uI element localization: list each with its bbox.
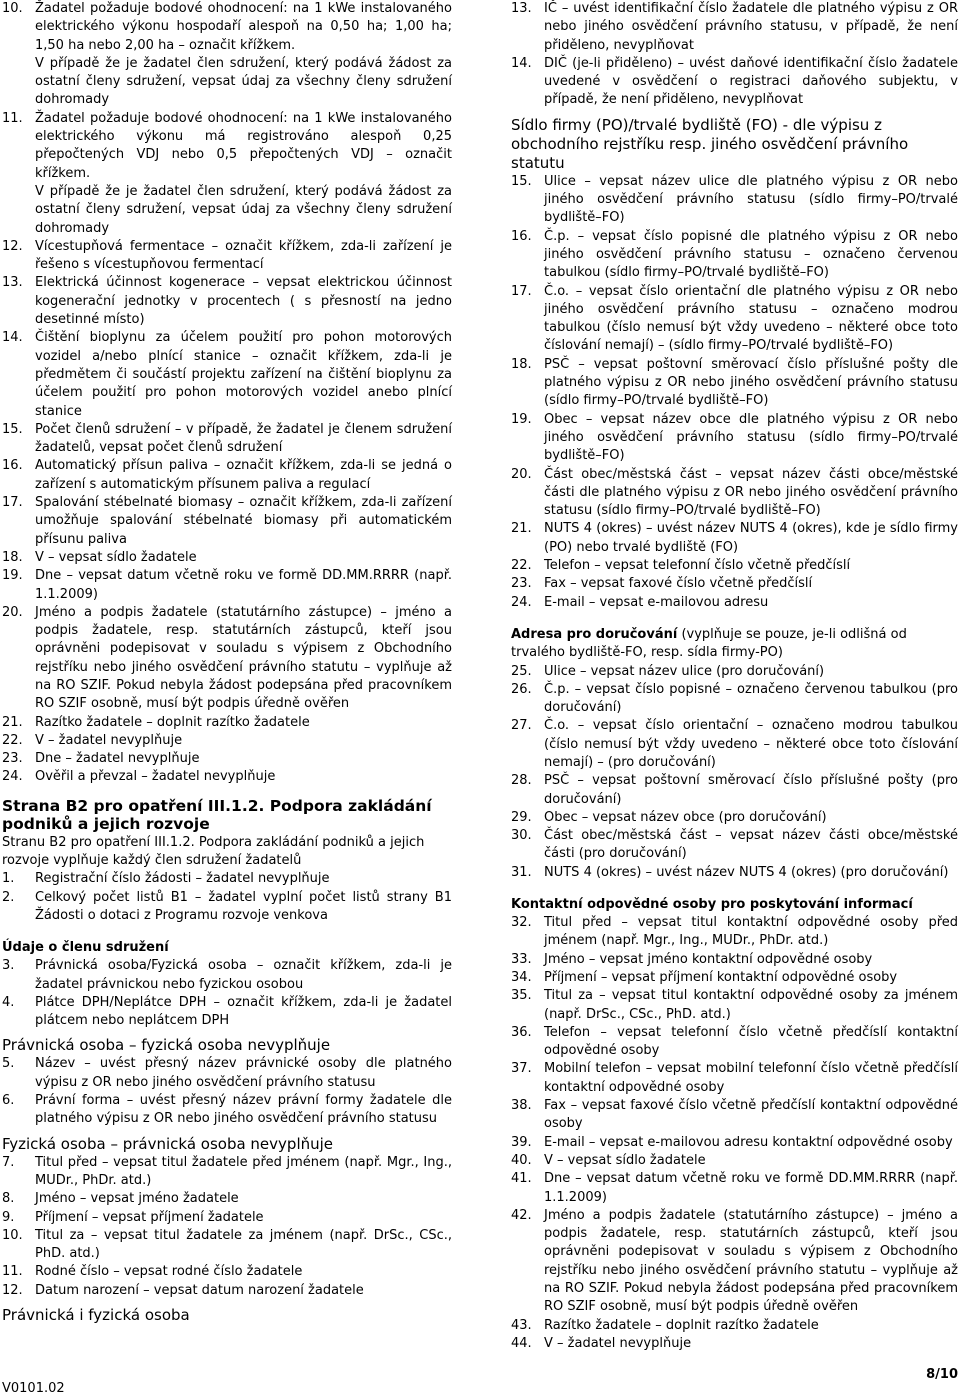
item-number: 1.	[2, 871, 15, 887]
item-text: Fax – vepsat faxové číslo včetně předčíslí	[544, 576, 813, 592]
item-text: Dne – vepsat datum včetně roku ve formě DD.MM.RRRR (např. 1.1.2009)	[35, 568, 452, 602]
item-text: Jméno – vepsat jméno kontaktní odpovědné osoby	[544, 951, 873, 967]
item-text: Ulice – vepsat název ulice dle platného výpisu z OR nebo jiného osvědčení právního statusu (sídlo firmy–PO/trvalé bydliště–FO)	[544, 173, 958, 226]
item-text: Obec – vepsat název obce dle platného výpisu z OR nebo jiného osvědčení právního statusu (sídlo firmy–PO/trvalé bydliště–FO)	[544, 411, 958, 464]
item-text: Jméno – vepsat jméno žadatele	[35, 1191, 239, 1207]
item-number: 19.	[2, 568, 23, 584]
item-text: Telefon – vepsat telefonní číslo včetně předčíslí kontaktní odpovědné osoby	[544, 1024, 958, 1059]
right-instruction-list-c	[511, 663, 958, 883]
instruction-item	[2, 274, 452, 329]
item-number: 18.	[511, 356, 532, 372]
item-number: 24.	[2, 769, 23, 785]
instruction-item	[2, 494, 452, 549]
item-text: Titul za – vepsat titul kontaktní odpovědné osoby za jménem (např. DrSc., CSc., PhD. atd.)	[544, 988, 958, 1022]
item-text: Č.p. – vepsat číslo popisné dle platného výpisu z OR nebo jiného osvědčení právního statusu – označeno červenou tabulkou (sídlo firmy–PO/trvalé bydliště–FO)	[544, 228, 958, 281]
instruction-item	[511, 1207, 958, 1317]
item-number: 12.	[2, 1282, 23, 1298]
item-number: 41.	[511, 1171, 532, 1187]
instruction-item	[2, 1055, 452, 1092]
instruction-item	[511, 1097, 958, 1134]
item-number: 15.	[2, 421, 23, 437]
item-text: Č.p. – vepsat číslo popisné – označeno červenou tabulkou (pro doručování)	[544, 681, 958, 716]
instruction-item	[511, 173, 958, 228]
item-text: Registrační číslo žádosti – žadatel nevyplňuje	[35, 871, 330, 887]
item-number: 2.	[2, 889, 15, 905]
item-text: Spalování stébelnaté biomasy – označit křížkem, zda-li zařízení umožňuje spalování stébelnaté biomasy při automatickém přísunu paliva	[35, 495, 452, 547]
item-number: 6.	[2, 1093, 15, 1109]
item-text: PSČ – vepsat poštovní směrovací číslo příslušné pošty (pro doručování)	[544, 773, 958, 807]
item-number: 14.	[2, 330, 23, 346]
item-text: PSČ – vepsat poštovní směrovací číslo příslušné pošty dle platného výpisu z OR nebo jiného osvědčení právního statusu (sídlo firmy–PO/trvalé bydliště–FO)	[544, 356, 958, 409]
left-instruction-list-d	[2, 1055, 452, 1128]
instruction-item	[2, 567, 452, 604]
instruction-item	[2, 994, 452, 1031]
strana-b2-intro: Stranu B2 pro opatření III.1.2. Podpora zakládání podniků a jejich rozvoje vyplňuje každý člen sdružení žadatelů	[2, 834, 425, 869]
right-column	[511, 0, 958, 1353]
left-column	[2, 0, 452, 1325]
item-text: NUTS 4 (okres) – uvést název NUTS 4 (okres) (pro doručování)	[544, 864, 949, 880]
item-number: 44.	[511, 1335, 532, 1351]
instruction-item	[511, 557, 958, 575]
item-text: Titul za – vepsat titul žadatele za jménem (např. DrSc., CSc., PhD. atd.)	[35, 1227, 452, 1262]
section-heading-fyzicka-osoba: Fyzická osoba – právnická osoba nevyplňuje	[2, 1134, 334, 1153]
item-number: 40.	[511, 1152, 532, 1168]
instruction-item	[511, 55, 958, 110]
instruction-item	[511, 864, 958, 882]
item-number: 31.	[511, 864, 532, 880]
adresa-bold-label: Adresa pro doručování	[511, 626, 678, 642]
instruction-item	[511, 466, 958, 521]
instruction-item	[511, 283, 958, 356]
item-text: V případě že je žadatel člen sdružení, který podává žádost za ostatní členy sdružení, vepsat údaj za všechny členy sdružení dohromady	[35, 55, 452, 108]
item-text: Plátce DPH/Neplátce DPH – označit křížkem, zda-li je žadatel plátcem nebo neplátcem DPH	[35, 994, 452, 1029]
item-text: Počet členů sdružení – v případě, že žadatel je členem sdružení žadatelů, vepsat počet členů sdružení	[35, 421, 452, 456]
item-number: 32.	[511, 915, 532, 931]
item-number: 21.	[2, 714, 23, 730]
item-number: 42.	[511, 1207, 532, 1223]
right-instruction-list-b	[511, 173, 958, 612]
instruction-item	[511, 0, 958, 55]
item-text: DIČ (je-li přiděleno) – uvést daňové identifikační číslo žadatele uvedené v osvědčení o registraci daňového subjektu, v případě, že není přiděleno, nevyplňovat	[544, 55, 958, 108]
item-number: 37.	[511, 1061, 532, 1077]
instruction-item	[2, 604, 452, 714]
item-text: Ulice – vepsat název ulice (pro doručování)	[544, 663, 825, 679]
item-number: 16.	[2, 458, 23, 474]
item-text: Jméno a podpis žadatele (statutárního zástupce) – jméno a podpis žadatele, resp. statutárních zástupců, kteří jsou oprávněni podepisovat v souladu s výpisem z Obchodního rejstříku nebo jiného osvědčení právního statutu – vyplňuje až na RO SZIF. Pokud nebyla žádost podepsána před pracovníkem RO SZIF osobně, musí být podpis úředně ověřen	[544, 1207, 958, 1315]
item-text: Fax – vepsat faxové číslo včetně předčíslí kontaktní odpovědné osoby	[544, 1098, 958, 1132]
item-text: Jméno a podpis žadatele (statutárního zástupce) – jméno a podpis žadatele, resp. statutárních zástupců, kteří jsou oprávněni podepisovat v souladu s výpisem z Obchodního rejstříku nebo jiného osvědčení právního statutu – vyplňuje až na RO SZIF. Pokud nebyla žádost podepsána před pracovníkem RO SZIF osobně, musí být podpis úředně ověřen	[35, 604, 452, 712]
instruction-item	[511, 681, 958, 718]
instruction-item	[511, 987, 958, 1024]
instruction-item	[511, 1024, 958, 1061]
item-text: Část obec/městská část – vepsat název části obce/městské části dle platného výpisu z OR nebo jiného osvědčení právního statusu (sídlo firmy–PO/trvalé bydliště–FO)	[544, 466, 958, 519]
item-text: Razítko žadatele – doplnit razítko žadatele	[544, 1317, 819, 1333]
item-text: Žadatel požaduje bodové ohodnocení: na 1 kWe instalovaného elektrického výkonu hospodaří alespoň na 0,50 ha; 1,00 ha; 1,50 ha nebo 2,00 ha – označit křížkem.	[35, 1, 452, 53]
instruction-item	[2, 889, 452, 926]
item-number: 22.	[511, 558, 532, 574]
item-number: 5.	[2, 1056, 15, 1072]
item-text: Datum narození – vepsat datum narození žadatele	[35, 1282, 364, 1298]
item-number: 11.	[2, 110, 23, 126]
instruction-item	[511, 809, 958, 827]
instruction-item	[511, 914, 958, 951]
item-text: Část obec/městská část – vepsat název části obce/městské části (pro doručování)	[544, 828, 958, 862]
item-text: Čištění bioplynu za účelem použití pro pohon motorových vozidel a/nebo plnící stanice – označit křížkem, zda-li je předmětem či součástí projektu zařízení na čištění bioplynu za účelem použití pro pohon motorových vozidel anebo plnící stanice	[35, 330, 452, 419]
item-text: Právní forma – uvést přesný název právní formy žadatele dle platného výpisu z OR nebo jiného osvědčení právního statusu	[35, 1093, 452, 1127]
item-number: 28.	[511, 773, 532, 789]
instruction-item	[2, 238, 452, 275]
instruction-item	[511, 1152, 958, 1170]
item-text: Rodné číslo – vepsat rodné číslo žadatele	[35, 1264, 303, 1280]
item-text: IČ – uvést identifikační číslo žadatele dle platného výpisu z OR nebo jiného osvědčení právního statusu, v případě, že není přiděleno, nevyplňovat	[544, 1, 958, 53]
item-text: Mobilní telefon – vepsat mobilní telefonní číslo včetně předčíslí kontaktní odpovědné osoby	[544, 1061, 958, 1095]
instruction-item	[2, 1209, 452, 1227]
item-number: 23.	[2, 751, 23, 767]
item-number: 35.	[511, 988, 532, 1004]
instruction-item	[511, 827, 958, 864]
instruction-item	[2, 183, 452, 238]
instruction-item	[511, 1134, 958, 1152]
section-heading-strana-b2: Strana B2 pro opatření III.1.2. Podpora zakládání podniků a jejich rozvoje	[2, 796, 432, 834]
item-number: 29.	[511, 809, 532, 825]
instruction-item	[511, 969, 958, 987]
instruction-item	[511, 356, 958, 411]
item-text: Obec – vepsat název obce (pro doručování)	[544, 809, 827, 825]
item-number: 16.	[511, 228, 532, 244]
item-number: 19.	[511, 411, 532, 427]
item-number: 8.	[2, 1191, 15, 1207]
item-text: Celkový počet listů B1 – žadatel vyplní počet listů strany B1 Žádosti o dotaci z Programu rozvoje venkova	[35, 889, 452, 923]
adresa-note: (vyplňuje se pouze, je-li odlišná od trvalého bydliště-FO, resp. sídla firmy-PO)	[511, 626, 907, 661]
item-text: Razítko žadatele – doplnit razítko žadatele	[35, 714, 310, 730]
item-number: 18.	[2, 549, 23, 565]
instruction-item	[511, 575, 958, 593]
item-text: Telefon – vepsat telefonní číslo včetně předčíslí	[544, 558, 851, 574]
item-text: NUTS 4 (okres) – uvést název NUTS 4 (okres), kde je sídlo firmy (PO) nebo trvalé bydliště (FO)	[544, 521, 958, 555]
instruction-item	[2, 732, 452, 750]
item-number: 21.	[511, 521, 532, 537]
instruction-item	[511, 1170, 958, 1207]
item-number: 25.	[511, 663, 532, 679]
instruction-item	[2, 1282, 452, 1300]
item-number: 43.	[511, 1317, 532, 1333]
item-text: Dne – vepsat datum včetně roku ve formě DD.MM.RRRR (např. 1.1.2009)	[544, 1171, 958, 1205]
item-text: Příjmení – vepsat příjmení kontaktní odpovědné osoby	[544, 969, 898, 985]
item-text: Žadatel požaduje bodové ohodnocení: na 1 kWe instalovaného elektrického výkonu má registrováno alespoň 0,25 přepočtených VDJ nebo 0,5 přepočtených VDJ – označit křížkem.	[35, 110, 452, 181]
left-instruction-list-c	[2, 957, 452, 1030]
instruction-item	[2, 55, 452, 110]
instruction-item	[2, 1190, 452, 1208]
item-number: 20.	[2, 604, 23, 620]
item-number: 23.	[511, 576, 532, 592]
left-instruction-list-b	[2, 870, 452, 925]
page-number: 8/10	[926, 1367, 958, 1382]
instruction-item	[511, 951, 958, 969]
item-number: 26.	[511, 681, 532, 697]
item-number: 10.	[2, 1, 23, 16]
item-number: 22.	[2, 732, 23, 748]
item-number: 17.	[511, 283, 532, 299]
version-label: V0101.02	[2, 1381, 65, 1396]
instruction-item	[2, 1154, 452, 1191]
item-text: Právnická osoba/Fyzická osoba – označit křížkem, zda-li je žadatel právnickou nebo fyzickou osobou	[35, 958, 452, 992]
item-text: Ověřil a převzal – žadatel nevyplňuje	[35, 769, 276, 785]
item-text: Dne – žadatel nevyplňuje	[35, 751, 200, 767]
item-text: V – vepsat sídlo žadatele	[544, 1152, 706, 1168]
item-number: 3.	[2, 958, 15, 974]
instruction-item	[511, 1060, 958, 1097]
instruction-item	[511, 717, 958, 772]
instruction-item	[511, 520, 958, 557]
item-text: Automatický přísun paliva – označit křížkem, zda-li se jedná o zařízení s automatickým přísunem paliva a regulací	[35, 458, 452, 492]
item-text: Titul před – vepsat titul kontaktní odpovědné osoby před jménem (např. Mgr., Ing., MUDr., PhDr. atd.)	[544, 915, 958, 949]
section-heading-pravnicka-osoba: Právnická osoba – fyzická osoba nevyplňuje	[2, 1036, 331, 1055]
instruction-item	[511, 1317, 958, 1335]
instruction-item	[2, 329, 452, 420]
instruction-item	[2, 457, 452, 494]
instruction-item	[2, 110, 452, 183]
item-text: Elektrická účinnost kogenerace – vepsat elektrickou účinnost kogenerační jednotky v procentech ( s přesností na jedno desetinné místo)	[35, 275, 452, 328]
item-number: 14.	[511, 55, 532, 71]
instruction-item	[511, 228, 958, 283]
section-heading-udaje: Údaje o členu sdružení	[2, 940, 169, 956]
item-text: Č.o. – vepsat číslo orientační – označeno modrou tabulkou (číslo nemusí být vždy uvedeno – některé obce toto číslování nemají) – (pro doručování)	[544, 718, 958, 770]
instruction-item	[2, 549, 452, 567]
section-heading-sidlo: Sídlo firmy (PO)/trvalé bydliště (FO) - dle výpisu z obchodního rejstříku resp. jiného osvědčení právního statutu	[511, 115, 909, 172]
left-instruction-list-e	[2, 1154, 452, 1300]
left-instruction-list-a	[2, 0, 452, 787]
item-number: 13.	[2, 275, 23, 291]
item-number: 15.	[511, 173, 532, 189]
instruction-item	[2, 1227, 452, 1264]
right-instruction-list-a	[511, 0, 958, 110]
item-text: V – žadatel nevyplňuje	[35, 732, 183, 748]
instruction-item	[511, 1335, 958, 1353]
item-number: 10.	[2, 1227, 23, 1243]
instruction-item	[2, 421, 452, 458]
item-number: 20.	[511, 466, 532, 482]
instruction-item	[2, 870, 452, 888]
item-number: 12.	[2, 238, 23, 254]
instruction-item	[511, 663, 958, 681]
instruction-item	[2, 957, 452, 994]
item-number: 39.	[511, 1134, 532, 1150]
instruction-item	[2, 1263, 452, 1281]
instruction-item	[2, 768, 452, 786]
item-number: 7.	[2, 1154, 15, 1170]
item-number: 11.	[2, 1264, 23, 1280]
section-heading-kontaktni: Kontaktní odpovědné osoby pro poskytování informací	[511, 897, 913, 913]
right-instruction-list-d	[511, 914, 958, 1353]
item-text: Vícestupňová fermentace – označit křížkem, zda-li zařízení je řešeno s vícestupňovou fermentací	[35, 238, 452, 273]
item-number: 27.	[511, 718, 532, 734]
instruction-item	[511, 772, 958, 809]
item-text: V – žadatel nevyplňuje	[544, 1335, 692, 1351]
instruction-item	[511, 411, 958, 466]
item-text: E-mail – vepsat e-mailovou adresu	[544, 594, 769, 610]
item-text: Název – uvést přesný název právnické osoby dle platného výpisu z OR nebo jiného osvědčení právního statusu	[35, 1056, 452, 1090]
item-number: 13.	[511, 1, 532, 16]
item-text: E-mail – vepsat e-mailovou adresu kontaktní odpovědné osoby	[544, 1134, 953, 1150]
item-number: 36.	[511, 1024, 532, 1040]
item-number: 4.	[2, 994, 15, 1010]
item-text: Č.o. – vepsat číslo orientační dle platného výpisu z OR nebo jiného osvědčení právního statusu – označeno modrou tabulkou (číslo nemusí být vždy uvedeno – některé obce toto číslování nemají) – (sídlo firmy–PO/trvalé bydliště–FO)	[544, 283, 958, 354]
item-number: 24.	[511, 594, 532, 610]
item-number: 30.	[511, 828, 532, 844]
item-number: 33.	[511, 951, 532, 967]
item-number: 17.	[2, 495, 23, 511]
section-heading-adresa	[511, 626, 958, 663]
item-text: V případě že je žadatel člen sdružení, který podává žádost za ostatní členy sdružení, vepsat údaj za všechny členy sdružení dohromady	[35, 183, 452, 236]
instruction-item	[2, 1092, 452, 1129]
item-number: 9.	[2, 1209, 15, 1225]
instruction-item	[511, 594, 958, 612]
item-number: 34.	[511, 969, 532, 985]
section-heading-pravnicka-i-fyzicka: Právnická i fyzická osoba	[2, 1306, 190, 1324]
item-text: Titul před – vepsat titul žadatele před jménem (např. Mgr., Ing., MUDr., PhDr. atd.)	[35, 1154, 452, 1188]
instruction-item	[2, 750, 452, 768]
item-text: Příjmení – vepsat příjmení žadatele	[35, 1209, 264, 1225]
item-text: V – vepsat sídlo žadatele	[35, 549, 197, 565]
instruction-item	[2, 714, 452, 732]
instruction-item	[2, 0, 452, 55]
item-number: 38.	[511, 1098, 532, 1114]
